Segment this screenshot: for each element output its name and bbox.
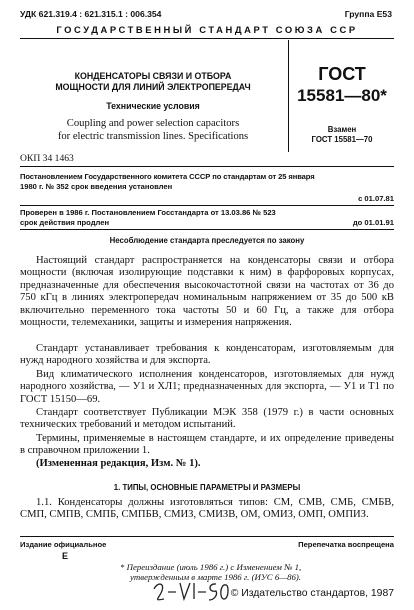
en-title-line-1: Coupling and power selection capacitors: [66, 118, 240, 129]
state-standard-banner: ГОСУДАРСТВЕННЫЙ СТАНДАРТ СОЮЗА ССР: [56, 24, 358, 35]
decree-line-1: Постановлением Государственного комитета СССР по стандартам от 25 января: [20, 172, 315, 181]
edition-letter: Е: [62, 551, 69, 561]
title-block-divider: [288, 40, 289, 152]
paragraph-climate: Вид климатического исполнения конденсаторов, изготовляемых для нужд народного хозяйства, — У1 и ХЛ1; предназначенных для экспорта, — У1 и Т1 по ГОСТ 15150—69.: [20, 369, 394, 405]
subtitle: Технические условия: [106, 101, 200, 111]
paragraph-terms: Термины, применяемые в настоящем стандарте, и их определение приведены в справочном приложении 1.: [20, 433, 394, 457]
reprint-forbidden-label: Перепечатка воспрещена: [298, 540, 394, 549]
reissue-note-line-2: утвержденным в марте 1986 г. (ИУС 6—86).: [130, 572, 301, 582]
ru-title-line-1: КОНДЕНСАТОРЫ СВЯЗИ И ОТБОРА: [74, 71, 232, 81]
paragraph-iec: Стандарт соответствует Публикации МЭК 358 (1979 г.) в части основных технических требований и методом испытаний.: [20, 407, 394, 431]
copyright: © Издательство стандартов, 1987: [230, 588, 394, 599]
reissue-note-line-1: * Переиздание (июль 1986 г.) с Изменением № 1,: [120, 562, 302, 572]
effective-date-rule: [20, 205, 394, 206]
handwritten-date: [150, 575, 230, 605]
section-1-heading: 1. ТИПЫ, ОСНОВНЫЕ ПАРАМЕТРЫ И РАЗМЕРЫ: [113, 483, 301, 492]
decree-line-3: Проверен в 1986 г. Постановлением Госстандарта от 13.03.86 № 523: [20, 208, 276, 217]
decree-line-2: 1980 г. № 352 срок введения установлен: [20, 182, 173, 191]
en-title-line-2: for electric transmission lines. Specifications: [57, 131, 249, 142]
okp-code: ОКП 34 1463: [20, 153, 74, 164]
effective-date: с 01.07.81: [358, 194, 394, 203]
footer-rule: [20, 536, 394, 537]
extended-date: до 01.01.91: [352, 218, 394, 227]
section-1-text: 1.1. Конденсаторы должны изготовляться типов: СМ, СМВ, СМБ, СМБВ, СМП, СМПВ, СМПБ, СМПБВ, СМИЗ, СМИЗВ, ОМ, ОМИЗ, ОМП, ОМПИЗ.: [20, 497, 394, 521]
revision-note: (Измененная редакция, Изм. № 1).: [36, 458, 201, 469]
okp-rule: [20, 166, 394, 167]
paragraph-scope: Настоящий стандарт распространяется на конденсаторы связи и отбора мощности (включая изолирующие подставки к ним) в фарфоровых корпусах, предназначенные для обеспечения высокочастотной связи на частотах от 36 до 750 кГц в линиях электропередач номинальным напряжением от 35 до 500 кВ включительно переменного тока частоты 50 и 60 Гц, а также для отбора мощности, телемеханики, защиты и измерения напряжения.: [20, 255, 394, 329]
replaces-label: Взамен: [327, 125, 357, 134]
group-code: Группа Е53: [344, 9, 392, 19]
gost-number: 15581—80*: [297, 86, 387, 105]
ru-title-line-2: МОЩНОСТИ ДЛЯ ЛИНИЙ ЭЛЕКТРОПЕРЕДАЧ: [55, 82, 251, 92]
official-edition-label: Издание официальное: [20, 540, 107, 549]
decree-line-4: срок действия продлен: [20, 218, 110, 227]
banner-rule: [20, 38, 394, 39]
legal-warning: Несоблюдение стандарта преследуется по закону: [109, 236, 305, 245]
extended-date-rule: [20, 229, 394, 230]
paragraph-requirements: Стандарт устанавливает требования к конденсаторам, изготовляемым для нужд народного хозяйства и для экспорта.: [20, 343, 394, 367]
udk-code: УДК 621.319.4 : 621.315.1 : 006.354: [20, 9, 162, 19]
handwritten-date-signature: [150, 575, 230, 605]
replaces-value: ГОСТ 15581—70: [311, 135, 373, 144]
gost-label: ГОСТ: [318, 64, 366, 84]
